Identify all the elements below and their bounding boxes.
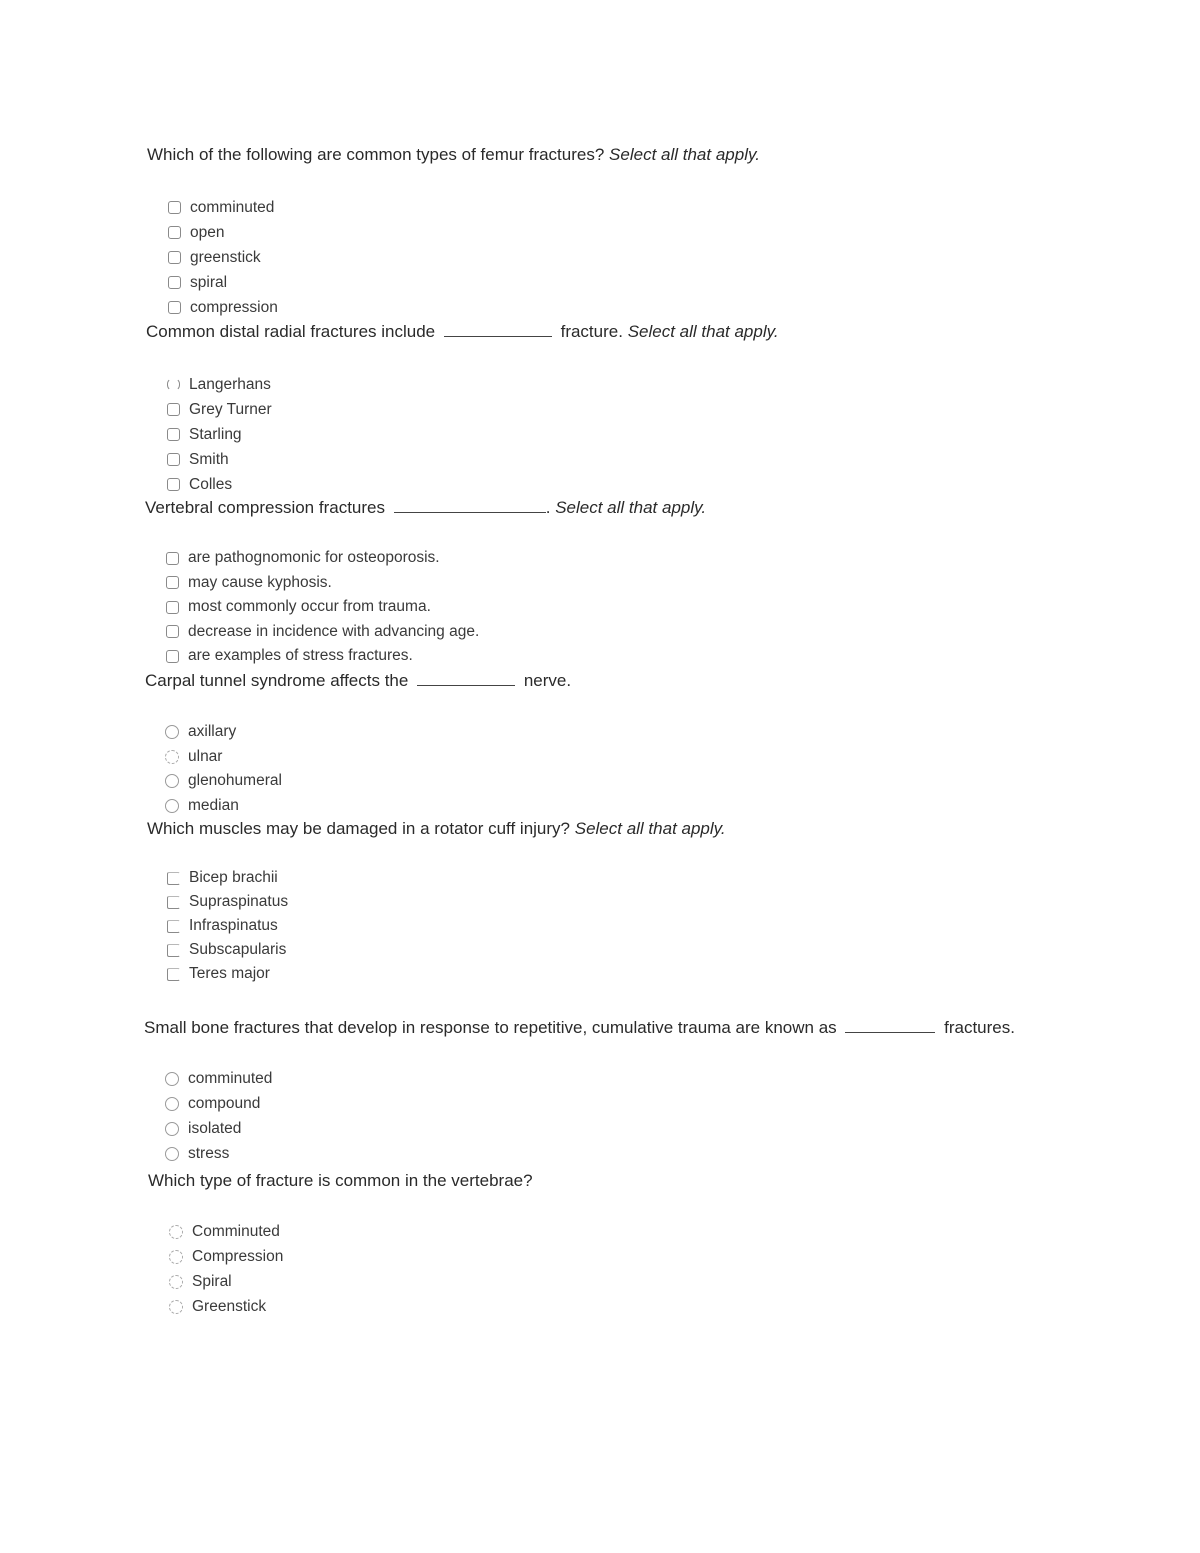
option-label: Colles (189, 475, 233, 493)
option-label: may cause kyphosis. (188, 573, 332, 591)
checkbox-icon[interactable] (167, 920, 180, 933)
checkbox-option[interactable] (166, 571, 479, 596)
option-label: Compression (192, 1247, 284, 1265)
question-4-options (165, 720, 282, 818)
question-1-hint: Select all that apply. (609, 145, 760, 164)
option-label: isolated (188, 1119, 242, 1137)
radio-icon[interactable] (165, 725, 179, 739)
option-label: Bicep brachii (189, 869, 278, 886)
option-label: median (188, 796, 239, 814)
question-7-stem: Which type of fracture is common in the vertebrae? (148, 1171, 533, 1190)
option-label: stress (188, 1144, 230, 1162)
checkbox-icon[interactable] (166, 625, 179, 638)
answer-blank (845, 1018, 935, 1033)
question-3-hint: Select all that apply. (555, 498, 707, 517)
option-label: Comminuted (192, 1222, 280, 1240)
checkbox-option[interactable] (167, 372, 272, 397)
radio-icon[interactable] (165, 1072, 179, 1086)
checkbox-icon[interactable] (166, 650, 179, 663)
question-1-options (168, 195, 278, 320)
radio-option[interactable] (165, 1141, 272, 1166)
question-2-hint: Select all that apply. (627, 322, 779, 341)
checkbox-option[interactable] (167, 890, 288, 914)
answer-blank (444, 322, 552, 337)
radio-icon[interactable] (165, 774, 179, 788)
option-label: decrease in incidence with advancing age. (188, 622, 480, 640)
question-4-stem: Carpal tunnel syndrome affects the (145, 671, 409, 690)
radio-icon[interactable] (169, 1300, 183, 1314)
checkbox-option[interactable] (168, 295, 278, 320)
radio-option[interactable] (165, 769, 282, 794)
radio-icon[interactable] (165, 750, 179, 764)
option-label: compression (190, 298, 278, 316)
radio-option[interactable] (165, 1066, 272, 1091)
option-label: glenohumeral (188, 772, 282, 790)
option-label: Subscapularis (189, 941, 287, 958)
question-1-stem: Which of the following are common types of femur fractures? (147, 145, 605, 164)
question-3-stem: Vertebral compression fractures (145, 498, 385, 517)
option-label: Smith (189, 450, 229, 468)
radio-icon[interactable] (165, 1097, 179, 1111)
question-7-options (169, 1219, 283, 1319)
checkbox-icon[interactable] (167, 478, 180, 491)
checkbox-icon[interactable] (167, 378, 180, 391)
option-label: comminuted (190, 198, 275, 216)
checkbox-option[interactable] (167, 914, 288, 938)
question-4-text (145, 670, 571, 692)
option-label: are pathognomonic for osteoporosis. (188, 549, 440, 567)
checkbox-icon[interactable] (167, 968, 180, 981)
checkbox-icon[interactable] (166, 552, 179, 565)
option-label: Teres major (189, 965, 270, 982)
question-5-text (147, 818, 726, 840)
question-4-stem-end: nerve. (523, 671, 572, 690)
checkbox-option[interactable] (166, 644, 479, 669)
checkbox-option[interactable] (167, 866, 288, 890)
question-6-text (144, 1017, 1015, 1039)
checkbox-icon[interactable] (166, 601, 179, 614)
checkbox-icon[interactable] (167, 428, 180, 441)
checkbox-option[interactable] (167, 447, 272, 472)
question-5-hint: Select all that apply. (574, 819, 726, 838)
checkbox-option[interactable] (167, 938, 288, 962)
checkbox-icon[interactable] (167, 872, 180, 885)
radio-option[interactable] (169, 1269, 283, 1294)
checkbox-option[interactable] (167, 397, 272, 422)
radio-icon[interactable] (165, 1147, 179, 1161)
question-2-text (146, 321, 779, 343)
checkbox-icon[interactable] (168, 251, 181, 264)
radio-option[interactable] (169, 1244, 283, 1269)
checkbox-option[interactable] (168, 220, 278, 245)
option-label: axillary (188, 723, 237, 741)
question-6-stem-end: fractures. (944, 1018, 1015, 1037)
option-label: Greenstick (192, 1297, 267, 1315)
checkbox-option[interactable] (167, 472, 272, 497)
option-label: most commonly occur from trauma. (188, 598, 431, 616)
question-5-stem: Which muscles may be damaged in a rotator cuff injury? (147, 819, 570, 838)
radio-option[interactable] (165, 794, 282, 819)
option-label: Supraspinatus (189, 893, 289, 910)
option-label: Langerhans (189, 375, 271, 393)
checkbox-option[interactable] (166, 546, 479, 571)
question-6-stem: Small bone fractures that develop in response to repetitive, cumulative trauma are known as (144, 1018, 837, 1037)
question-5-options (167, 866, 288, 986)
checkbox-option[interactable] (168, 270, 278, 295)
checkbox-option[interactable] (168, 195, 278, 220)
option-label: Infraspinatus (189, 917, 278, 934)
option-label: spiral (190, 273, 228, 291)
radio-option[interactable] (165, 720, 282, 745)
checkbox-icon[interactable] (168, 276, 181, 289)
question-3-stem-end: . (545, 498, 551, 517)
option-label: Starling (189, 425, 242, 443)
radio-icon[interactable] (169, 1275, 183, 1289)
checkbox-icon[interactable] (168, 201, 181, 214)
question-3-text (145, 497, 706, 519)
question-6-options (165, 1066, 272, 1166)
radio-option[interactable] (165, 1116, 272, 1141)
checkbox-option[interactable] (167, 962, 288, 986)
checkbox-icon[interactable] (168, 301, 181, 314)
radio-icon[interactable] (169, 1225, 183, 1239)
checkbox-option[interactable] (166, 620, 479, 645)
option-label: comminuted (188, 1069, 273, 1087)
option-label: ulnar (188, 747, 223, 765)
radio-icon[interactable] (165, 1122, 179, 1136)
radio-option[interactable] (169, 1294, 283, 1319)
checkbox-icon[interactable] (167, 403, 180, 416)
radio-option[interactable] (169, 1219, 283, 1244)
option-label: Grey Turner (189, 400, 272, 418)
question-3-options (166, 546, 479, 669)
answer-blank (394, 498, 546, 513)
radio-icon[interactable] (165, 799, 179, 813)
option-label: open (190, 223, 225, 241)
checkbox-icon[interactable] (168, 226, 181, 239)
option-label: compound (188, 1094, 261, 1112)
radio-option[interactable] (165, 1091, 272, 1116)
option-label: Spiral (192, 1272, 232, 1290)
checkbox-icon[interactable] (166, 576, 179, 589)
checkbox-option[interactable] (167, 422, 272, 447)
question-7-text (148, 1170, 533, 1192)
question-2-stem-end: fracture. (560, 322, 623, 341)
checkbox-icon[interactable] (167, 944, 180, 957)
option-label: are examples of stress fractures. (188, 647, 413, 665)
answer-blank (417, 671, 515, 686)
checkbox-option[interactable] (168, 245, 278, 270)
checkbox-icon[interactable] (167, 896, 180, 909)
radio-icon[interactable] (169, 1250, 183, 1264)
checkbox-option[interactable] (166, 595, 479, 620)
checkbox-icon[interactable] (167, 453, 180, 466)
question-2-stem: Common distal radial fractures include (146, 322, 436, 341)
option-label: greenstick (190, 248, 261, 266)
question-2-options (167, 372, 272, 497)
question-1-text (147, 144, 760, 166)
radio-option[interactable] (165, 745, 282, 770)
